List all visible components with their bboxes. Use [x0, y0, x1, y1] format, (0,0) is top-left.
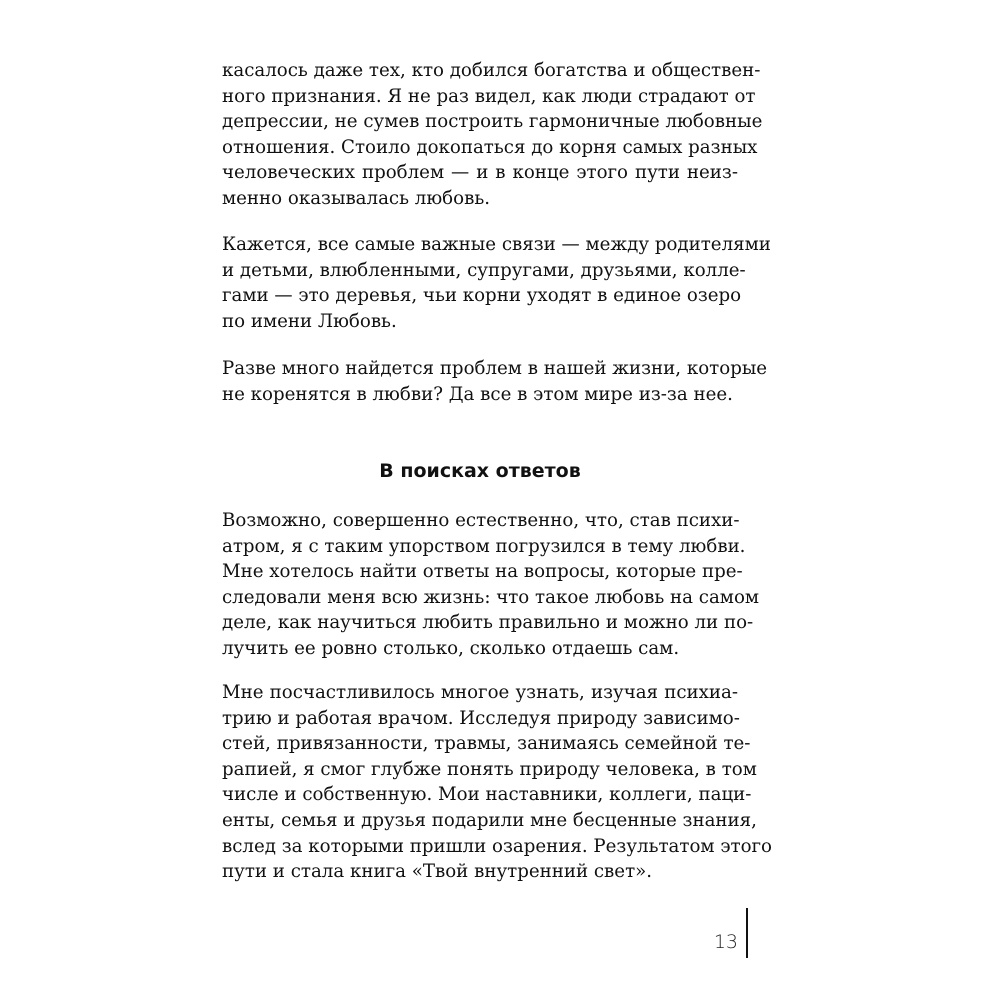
paragraph-3: [222, 356, 768, 407]
paragraph-5: [222, 680, 773, 885]
paragraph-1: [222, 58, 763, 212]
text-line: рапией, я смог глубже понять природу человека, в том: [222, 758, 757, 780]
text-line: Разве много найдется проблем в нашей жизни, которые: [222, 358, 768, 379]
text-line: пути и стала книга «Твой внутренний свет».: [222, 861, 653, 883]
text-line: Кажется, все самые важные связи — между родителями: [222, 234, 771, 255]
page-number-rule: [746, 908, 748, 958]
text-line: стей, привязанности, травмы, занимаясь семейной те-: [222, 733, 751, 755]
paragraph-2: [222, 232, 771, 334]
text-line: следовали меня всю жизнь: что такое любовь на самом: [222, 586, 760, 608]
text-line: депрессии, не сумев построить гармоничные любовные: [222, 111, 763, 133]
text-line: ного признания. Я не раз видел, как люди страдают от: [222, 85, 756, 107]
page-number: 13: [713, 931, 738, 953]
text-line: числе и собственную. Мои наставники, коллеги, паци-: [222, 784, 752, 806]
text-line: атром, я с таким упорством погрузился в тему любви.: [222, 535, 746, 557]
text-line: не коренятся в любви? Да все в этом мире из-за нее.: [222, 383, 733, 405]
text-line: Возможно, совершенно естественно, что, став психи-: [222, 510, 740, 531]
text-line: и детьми, влюбленными, супругами, друзьями, колле-: [222, 259, 746, 281]
text-line: лучить ее ровно столько, сколько отдаешь сам.: [222, 637, 680, 659]
text-line: трию и работая врачом. Исследуя природу зависимо-: [222, 707, 740, 729]
page-footer: [700, 908, 760, 960]
text-line: енты, семья и друзья подарили мне бесценные знания,: [222, 809, 757, 831]
paragraph-4: [222, 508, 760, 662]
text-line: деле, как научиться любить правильно и можно ли по-: [222, 612, 754, 634]
text-line: по имени Любовь.: [222, 310, 397, 332]
text-line: вслед за которыми пришли озарения. Результатом этого: [222, 835, 773, 857]
text-line: менно оказывалась любовь.: [222, 187, 490, 209]
text-line: касалось даже тех, кто добился богатства и обществен-: [222, 60, 761, 81]
text-line: Мне посчастливилось многое узнать, изучая психиа-: [222, 682, 738, 703]
text-line: человеческих проблем — и в конце этого пути неиз-: [222, 162, 738, 184]
section-heading: В поисках ответов: [379, 460, 581, 482]
text-line: Мне хотелось найти ответы на вопросы, которые пре-: [222, 561, 743, 583]
text-line: гами — это деревья, чьи корни уходят в единое озеро: [222, 285, 742, 307]
text-line: отношения. Стоило докопаться до корня самых разных: [222, 136, 758, 158]
